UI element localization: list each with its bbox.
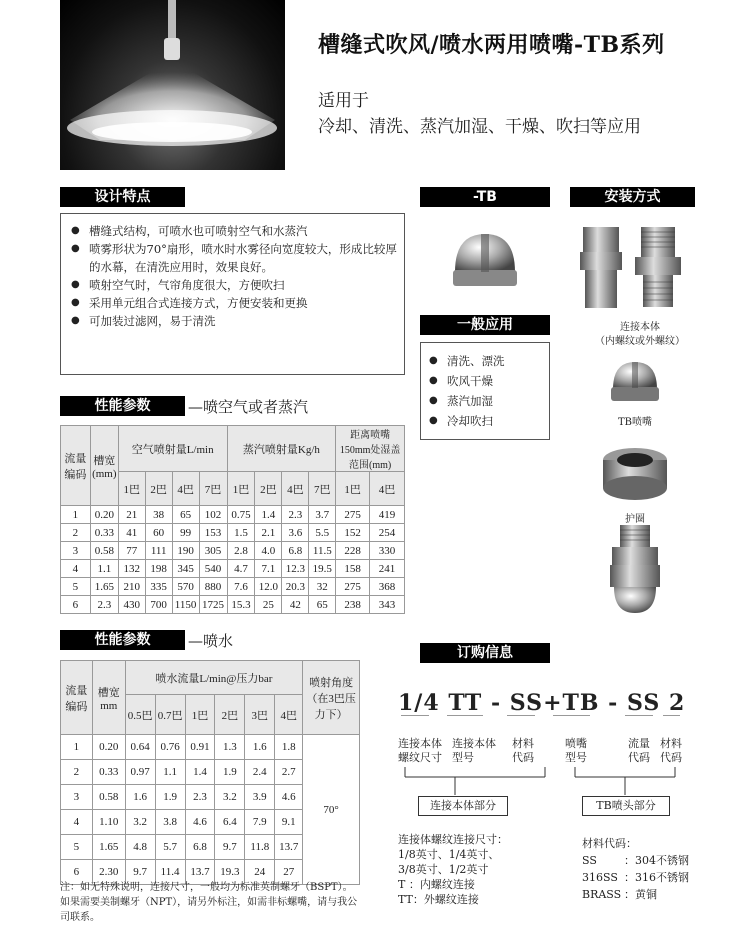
table-cell: 1.65: [90, 578, 118, 596]
thread-line: TT：外螺纹连接: [398, 893, 479, 906]
pressure-cell: 2巴: [145, 472, 172, 506]
table-cell: 1.5: [227, 524, 255, 542]
applications-line: 冷却、清洗、蒸汽加湿、干燥、吹扫等应用: [318, 117, 641, 137]
perf-water-table: [60, 660, 360, 885]
design-item: ● 喷雾形状为70°扇形，喷水时水雾径向宽度较大，形成比较厚的水幕，在清洗应用时，效果良好。: [67, 240, 398, 276]
general-item: ● 冷却吹扫: [425, 411, 545, 431]
pressure-cell: 2巴: [215, 695, 245, 735]
table-cell: 13.7: [185, 860, 215, 885]
table-cell: 24: [245, 860, 275, 885]
table-cell: 4.6: [275, 785, 303, 810]
material-code: BRASS: [582, 888, 622, 901]
table-cell: 15.3: [227, 596, 255, 614]
material-line: [582, 869, 689, 886]
table-cell: 4.8: [125, 835, 155, 860]
table-cell: 305: [199, 542, 227, 560]
thread-info: [398, 832, 508, 907]
table-cell: 1: [61, 735, 93, 760]
material-desc: ：316不锈钢: [624, 871, 689, 884]
table-cell: 25: [255, 596, 282, 614]
table-cell: 27: [275, 860, 303, 885]
header-flow: 喷水流量L/min@压力bar: [125, 661, 302, 695]
perf-water-suffix: —喷水: [188, 632, 234, 650]
perf-air-suffix: —喷空气或者蒸汽: [188, 398, 309, 416]
table-cell: 241: [370, 560, 405, 578]
order-header: 订购信息: [420, 643, 550, 663]
table-cell: 2: [61, 524, 91, 542]
design-header: 设计特点: [60, 187, 185, 207]
table-cell: 65: [309, 596, 336, 614]
table-cell: 1.9: [215, 760, 245, 785]
code-dash: -: [490, 690, 502, 716]
table-cell: 198: [145, 560, 172, 578]
table-cell: 6.8: [282, 542, 309, 560]
table-cell: 153: [199, 524, 227, 542]
table-cell: 152: [336, 524, 370, 542]
table-cell: 4: [61, 560, 91, 578]
material-code: SS: [582, 854, 597, 867]
table-cell: 3: [61, 542, 91, 560]
material-title: 材料代码：: [582, 837, 637, 850]
table-cell: 4.7: [227, 560, 255, 578]
thread-line: T ：内螺纹连接: [398, 878, 475, 891]
table-row: [61, 524, 405, 542]
order-label-material2: 材料代码: [660, 737, 682, 764]
tb-header: -TB: [420, 187, 550, 207]
caption-guard: 护圈: [625, 514, 645, 525]
table-cell: 99: [172, 524, 199, 542]
table-cell: 2.7: [275, 760, 303, 785]
table-cell: 65: [172, 506, 199, 524]
table-cell: 335: [145, 578, 172, 596]
table-cell: 2.30: [92, 860, 125, 885]
table-cell: 275: [336, 506, 370, 524]
pressure-cell: 1巴: [336, 472, 370, 506]
page-title: 槽缝式吹风/喷水两用喷嘴-TB系列: [318, 32, 665, 58]
design-item: ● 喷射空气时，气帘角度很大，方便吹扫: [67, 276, 398, 294]
table-cell: 0.58: [90, 542, 118, 560]
table-cell: 1: [61, 506, 91, 524]
table-cell: 4.6: [185, 810, 215, 835]
general-item: ● 清洗、漂洗: [425, 351, 545, 371]
table-cell: 60: [145, 524, 172, 542]
perf-air-table-wrap: [60, 425, 405, 614]
pressure-cell: 3巴: [245, 695, 275, 735]
table-cell: 20.3: [282, 578, 309, 596]
code-material-tb: SS+TB: [509, 690, 600, 716]
table-cell: 0.97: [125, 760, 155, 785]
pressure-cell: 0.7巴: [155, 695, 185, 735]
table-cell: 254: [370, 524, 405, 542]
pressure-cell: 1巴: [227, 472, 255, 506]
table-cell: 0.75: [227, 506, 255, 524]
table-cell: 700: [145, 596, 172, 614]
perf-air-header: 性能参数: [60, 396, 185, 416]
table-cell: 6.8: [185, 835, 215, 860]
install-header: 安装方式: [570, 187, 695, 207]
table-cell: 3: [61, 785, 93, 810]
design-item: ● 可加装过滤网，易于清洗: [67, 312, 398, 330]
table-cell: 0.20: [90, 506, 118, 524]
table-cell: 1725: [199, 596, 227, 614]
perf-water-table-wrap: [60, 660, 360, 885]
table-cell: 3.2: [125, 810, 155, 835]
table-cell: 330: [370, 542, 405, 560]
pressure-cell: 4巴: [282, 472, 309, 506]
table-cell: 275: [336, 578, 370, 596]
pressure-cell: 7巴: [199, 472, 227, 506]
material-desc: ：304不锈钢: [624, 854, 689, 867]
table-row: [61, 560, 405, 578]
guard-ring-image: [598, 442, 672, 502]
table-cell: 343: [370, 596, 405, 614]
header-code: 流量编码: [61, 426, 91, 506]
connector-body-image: [575, 222, 695, 312]
table-cell: 0.91: [185, 735, 215, 760]
tb-nozzle-small-image: [605, 357, 665, 407]
header-dist: 距离喷嘴150mm处湿盖范围(mm): [336, 426, 405, 472]
table-cell: 0.76: [155, 735, 185, 760]
table-cell: 158: [336, 560, 370, 578]
table-cell: 2.3: [185, 785, 215, 810]
table-cell: 7.6: [227, 578, 255, 596]
table-row: [61, 578, 405, 596]
table-cell: 77: [118, 542, 145, 560]
table-cell: 13.7: [275, 835, 303, 860]
material-info: [582, 835, 689, 903]
tb-nozzle-image: [445, 222, 525, 302]
pressure-cell: 1巴: [118, 472, 145, 506]
table-cell: 880: [199, 578, 227, 596]
code-flow: 2: [668, 690, 686, 716]
pressure-cell: 7巴: [309, 472, 336, 506]
table-cell: 5.5: [309, 524, 336, 542]
general-box: [420, 342, 550, 440]
order-label-size: 连接本体螺纹尺寸: [398, 737, 442, 764]
table-cell: 132: [118, 560, 145, 578]
table-cell: 570: [172, 578, 199, 596]
table-cell: 41: [118, 524, 145, 542]
table-cell: 3.8: [155, 810, 185, 835]
table-cell: 38: [145, 506, 172, 524]
part-body-box: 连接本体部分: [418, 796, 508, 816]
perf-water-body: [61, 735, 360, 885]
table-cell: 4.0: [255, 542, 282, 560]
table-cell: 0.20: [92, 735, 125, 760]
table-cell: 42: [282, 596, 309, 614]
code-dash: -: [608, 690, 619, 716]
table-cell: 19.3: [215, 860, 245, 885]
table-cell: 1.4: [255, 506, 282, 524]
table-cell: 5: [61, 835, 93, 860]
header-code: 流量编码: [61, 661, 93, 735]
table-cell: 3.2: [215, 785, 245, 810]
table-cell: 1.6: [125, 785, 155, 810]
order-label-flow: 流量代码: [628, 737, 650, 764]
material-line: [582, 852, 689, 869]
caption-tb: TB喷嘴: [617, 417, 653, 428]
table-cell: 12.0: [255, 578, 282, 596]
applicable-label: 适用于: [318, 91, 369, 111]
table-cell: 9.1: [275, 810, 303, 835]
material-line: [582, 886, 689, 903]
general-list: [425, 351, 545, 431]
table-cell: 210: [118, 578, 145, 596]
table-cell: 368: [370, 578, 405, 596]
part-tb-box: TB喷头部分: [582, 796, 670, 816]
table-cell: 2.3: [282, 506, 309, 524]
assembled-nozzle-image: [600, 525, 670, 615]
table-cell: 1150: [172, 596, 199, 614]
table-cell: 7.9: [245, 810, 275, 835]
table-cell: 5: [61, 578, 91, 596]
perf-air-body: [61, 506, 405, 614]
perf-water-header: 性能参数: [60, 630, 185, 650]
thread-title: 连接体螺纹连接尺寸：: [398, 833, 508, 846]
table-cell: 1.3: [215, 735, 245, 760]
design-list: [67, 222, 398, 330]
table-cell: 6: [61, 596, 91, 614]
table-cell: 111: [145, 542, 172, 560]
header-slot: 槽宽(mm): [90, 426, 118, 506]
table-cell: 540: [199, 560, 227, 578]
caption-body: 连接本体: [620, 322, 660, 333]
table-cell: 11.4: [155, 860, 185, 885]
table-row: [61, 506, 405, 524]
table-row: [61, 735, 360, 760]
table-row: [61, 596, 405, 614]
table-row: [61, 542, 405, 560]
code-material: SS: [626, 690, 661, 716]
table-cell: 21: [118, 506, 145, 524]
table-cell: 2.1: [255, 524, 282, 542]
design-box: [60, 213, 405, 375]
thread-line: 3/8英寸、1/2英寸: [398, 863, 489, 876]
table-cell: 3.6: [282, 524, 309, 542]
table-cell: 0.64: [125, 735, 155, 760]
table-cell: 430: [118, 596, 145, 614]
table-cell: 190: [172, 542, 199, 560]
table-cell: 1.4: [185, 760, 215, 785]
order-label-nozzle: 喷嘴型号: [565, 737, 587, 764]
code-size: 1/4: [398, 690, 440, 716]
table-cell: 0.58: [92, 785, 125, 810]
header-steam: 蒸汽喷射量Kg/h: [227, 426, 336, 472]
table-cell: 9.7: [215, 835, 245, 860]
code-body: TT: [448, 690, 483, 716]
table-cell: 238: [336, 596, 370, 614]
table-cell: 6: [61, 860, 93, 885]
pressure-cell: 4巴: [172, 472, 199, 506]
material-desc: ：黄铜: [624, 888, 657, 901]
order-code: [398, 690, 698, 716]
table-cell: 9.7: [125, 860, 155, 885]
table-cell: 4: [61, 810, 93, 835]
material-code: 316SS: [582, 871, 618, 884]
table-cell: 19.5: [309, 560, 336, 578]
table-cell: 12.3: [282, 560, 309, 578]
general-item: ● 蒸汽加湿: [425, 391, 545, 411]
table-cell: 11.8: [245, 835, 275, 860]
order-label-body: 连接本体型号: [452, 737, 496, 764]
table-cell: 2.8: [227, 542, 255, 560]
spray-angle-cell: 70°: [303, 735, 360, 885]
table-cell: 1.1: [155, 760, 185, 785]
table-cell: 1.10: [92, 810, 125, 835]
table-cell: 1.8: [275, 735, 303, 760]
table-cell: 7.1: [255, 560, 282, 578]
table-cell: 419: [370, 506, 405, 524]
header-air: 空气喷射量L/min: [118, 426, 227, 472]
design-item: ● 采用单元组合式连接方式，方便安装和更换: [67, 294, 398, 312]
table-cell: 1.1: [90, 560, 118, 578]
table-cell: 32: [309, 578, 336, 596]
order-label-material: 材料代码: [512, 737, 534, 764]
table-cell: 11.5: [309, 542, 336, 560]
footnote: 注：如无特殊说明，连接尺寸，一般均为标准英制螺牙（BSPT）。如果需要美制螺牙（NPT），请另外标注，如需非标螺嘴，请与我公司联系。: [60, 882, 358, 923]
header-angle: 喷射角度（在3巴压力下）: [303, 661, 360, 735]
table-cell: 3.7: [309, 506, 336, 524]
perf-air-table: [60, 425, 405, 614]
table-cell: 0.33: [90, 524, 118, 542]
table-cell: 1.6: [245, 735, 275, 760]
general-item: ● 吹风干燥: [425, 371, 545, 391]
table-cell: 0.33: [92, 760, 125, 785]
table-cell: 1.65: [92, 835, 125, 860]
caption-body-thread: （内螺纹或外螺纹）: [595, 336, 685, 347]
table-cell: 5.7: [155, 835, 185, 860]
header-slot: 槽宽mm: [92, 661, 125, 735]
pressure-cell: 1巴: [185, 695, 215, 735]
hero-spray-photo: [60, 0, 285, 170]
table-cell: 3.9: [245, 785, 275, 810]
table-cell: 345: [172, 560, 199, 578]
table-cell: 6.4: [215, 810, 245, 835]
table-cell: 102: [199, 506, 227, 524]
pressure-cell: 0.5巴: [125, 695, 155, 735]
design-item: ● 槽缝式结构，可喷水也可喷射空气和水蒸汽: [67, 222, 398, 240]
pressure-cell: 2巴: [255, 472, 282, 506]
table-cell: 1.9: [155, 785, 185, 810]
pressure-cell: 4巴: [275, 695, 303, 735]
table-cell: 2.4: [245, 760, 275, 785]
table-cell: 2: [61, 760, 93, 785]
general-header: 一般应用: [420, 315, 550, 335]
pressure-cell: 4巴: [370, 472, 405, 506]
table-cell: 228: [336, 542, 370, 560]
table-cell: 2.3: [90, 596, 118, 614]
thread-line: 1/8英寸、1/4英寸、: [398, 848, 500, 861]
